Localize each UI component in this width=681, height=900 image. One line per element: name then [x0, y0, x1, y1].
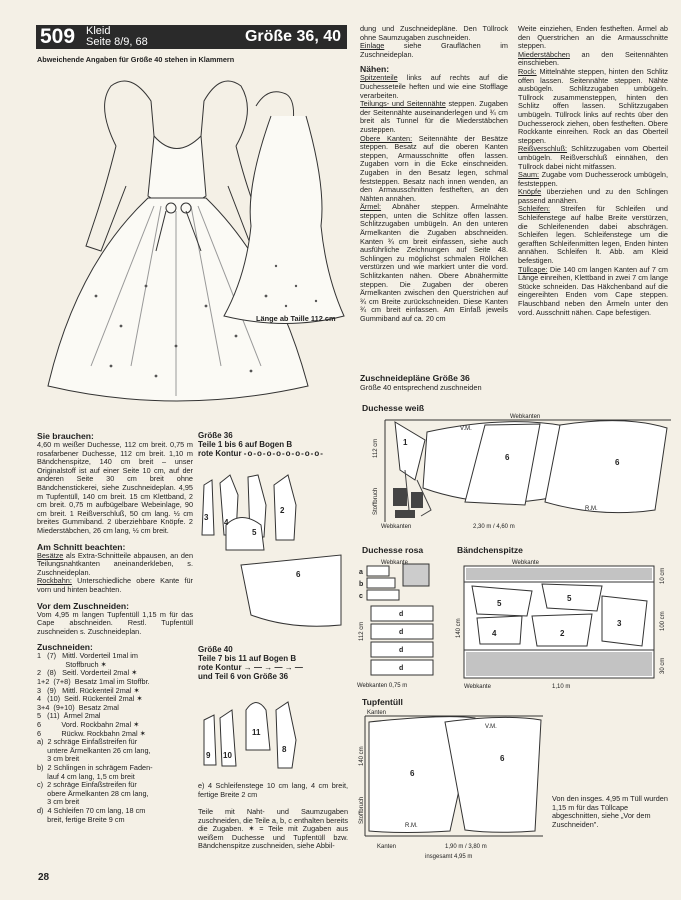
cutting-list-item: b) 2 Schlingen in schrägem Faden-	[37, 764, 153, 772]
cutting-list-item: untere Ärmelkanten 26 cm lang,	[37, 746, 151, 755]
dress-illustration	[36, 66, 348, 436]
sewing-step: Saum: Zugabe vom Duchesserock umbügeln, feststeppen.	[518, 170, 668, 188]
tt-140cm: 140 cm	[359, 746, 365, 766]
plan-duchesse-pink	[355, 556, 445, 691]
bs-10cm: 10 cm	[660, 567, 666, 584]
cutting-list-item: d) 4 Schleifen 70 cm lang, 18 cm	[37, 806, 146, 815]
before-cutting-title: Vor dem Zuschneiden:	[37, 600, 129, 611]
plan-duchesse-pink-title: Duchesse rosa	[362, 545, 424, 555]
sewing-step: Rock: Mittelnähte steppen, hinten den Schlitz offen lassen. Seitennähte steppen. Nähte ausbügeln. Schlitzzugaben umbügeln. Tüllrock zusammensteppen, hinten den Schlitz offen lassen. Schlitzzugaben umbügeln. Tüllrock links auf rechts über den Duchesserock ziehen, oben festheften. Obere Rockkante einreihen. Rock an das Oberteil steppen.	[518, 66, 668, 145]
piece-9: 9	[206, 751, 211, 760]
size36-title: Größe 36 Teile 1 bis 6 auf Bogen B rote Kontur -o-o-o-o-o-o-o-o-	[198, 431, 324, 458]
pattern-header	[36, 25, 347, 49]
dw-stoffbruch: Stoffbruch	[373, 487, 379, 515]
sewing-step: Schleifen: Streifen für Schleifen und Schleifenstege auf halbe Breite verstürzen, die Schleifenenden dabei abschrägen. Schleifen legen. Schleifenstege um die gerafften Schleifenmitten legen, Enden hinten annähen. Schleifen lt. Abb. am Kleid befestigen.	[518, 204, 668, 266]
size36-pattern-pieces	[196, 465, 348, 640]
tt-kanten-top: Kanten	[367, 710, 387, 716]
bs-webkante-top: Webkante	[512, 560, 539, 566]
cutting-list-item: 6 Vord. Rockbahn 2mal ✶	[37, 721, 140, 730]
sewing-steps-1	[360, 74, 508, 323]
dr-piece-c: c	[359, 593, 363, 600]
interfacing-text: Einlage siehe Grauflächen im Zuschneideplan.	[360, 41, 508, 59]
plan-tulle-title: Tupfentüll	[362, 697, 403, 707]
dw-piece-6b: 6	[615, 458, 620, 467]
sewing-step: Spitzenteile links auf rechts auf die Duchesseteile heften und wie eine Stofflage verarbeiten.	[360, 73, 508, 100]
piece-8: 8	[282, 745, 287, 754]
piece-11: 11	[252, 728, 261, 737]
tt-stoffbruch: Stoffbruch	[359, 796, 365, 824]
bs-140cm: 140 cm	[456, 618, 462, 638]
tt-measure: 1,90 m / 3,80 m	[445, 844, 487, 850]
bs-piece-4: 4	[492, 629, 497, 638]
dr-piece-d4: d	[399, 665, 404, 672]
before-cutting-text: Vom 4,95 m langen Tupfentüll 1,15 m für das Cape abschneiden. Restl. Tupfentüll zuschneiden s. Zuschneideplan.	[37, 609, 193, 636]
piece-4: 4	[224, 518, 229, 527]
sewing-step: Ärmel: Abnäher steppen. Ärmelnähte steppen, unten die Schlitze offen lassen. Schlitzzugaben umbügeln. An den unteren Ärmelkanten die Zugaben abschneiden. Kanten ¾ cm breit einfassen, siehe auch ausführliche Zeichnungen auf Seite 48. Schlingen zu möglichst schmalen Röllchen verstürzen und wie markiert unter die vord. Schlitzkanten nähen. Obere Abnähermitte steppen. Die Zugaben der oberen Ärmelkanten zwischen den Querstrichen auf ¾ cm Breite zurückschneiden. Diese Kanten ¾ cm breit einfassen. Am Einfaß jeweils Gummiband auf ca. 20 cm	[360, 202, 508, 323]
cutting-list-item: Stoffbruch ✶	[37, 660, 107, 669]
dw-webkanten-top: Webkanten	[510, 414, 541, 420]
bs-piece-2: 2	[560, 629, 565, 638]
cutting-list-item: 4 (10) Seitl. Rückenteil 2mal ✶	[37, 695, 143, 704]
sewing-step: Knöpfe überziehen und zu den Schlingen passend annähen.	[518, 187, 668, 205]
materials-column	[37, 431, 193, 824]
dw-width: 112 cm	[373, 438, 379, 458]
cutting-list-item: 3+4 (9+10) Besatz 2mal	[37, 703, 119, 712]
sewing-step: Miederstäbchen an den Seitennähten einschieben.	[518, 49, 668, 68]
cutting-list-item: 1 (7) Mittl. Vorderteil 1mal im	[37, 652, 138, 661]
pattern-notes-title: Am Schnitt beachten:	[37, 541, 126, 552]
dr-webkante: Webkante	[381, 560, 408, 566]
dw-rm: R.M.	[585, 506, 598, 512]
tt-kanten-bottom: Kanten	[377, 844, 397, 850]
sewing-column-2	[518, 25, 668, 317]
size40-title: Größe 40 Teile 7 bis 11 auf Bogen B rote Kontur → — → — → — und Teil 6 von Größe 36	[198, 645, 303, 681]
bs-piece-3: 3	[617, 619, 622, 628]
sewing-step: Teilungs- und Seitennähte steppen. Zugaben der Seitennähte auseinanderlegen und ¾ cm breit als Tunnel für die Miederstäbchen zusteppen.	[360, 99, 508, 134]
dr-piece-d3: d	[399, 647, 404, 654]
cutting-plans-title: Zuschneidepläne Größe 36 Größe 40 entsprechend zuschneiden	[360, 373, 482, 392]
cutting-list-item: 3 cm breit	[37, 798, 80, 807]
plan-tulle	[355, 706, 545, 863]
plan-duchesse-white	[355, 410, 671, 532]
cutting-list-item: 2 (8) Seitl. Vorderteil 2mal ✶	[37, 669, 138, 678]
sewing-title: Nähen:	[360, 64, 390, 75]
cutting-list	[37, 652, 193, 824]
dw-webkanten-bottom: Webkanten	[381, 524, 412, 530]
cutting-list-item: 3 (9) Mittl. Rückenteil 2mal ✶	[37, 686, 140, 695]
bs-piece-5b: 5	[567, 594, 572, 603]
sewing-step: Weite einziehen, Enden festheften. Ärmel ab den Querstrichen an die Armausschnitte steppen.	[518, 24, 668, 51]
tt-piece-6b: 6	[500, 754, 505, 763]
dw-vm: V.M.	[460, 426, 472, 432]
dr-piece-a: a	[359, 569, 363, 576]
sewing-step: Reißverschluß: Schlitzzugaben vom Oberteil umbügeln. Reißverschluß einnähen, den Tüllrock dabei nicht mitfassen.	[518, 144, 668, 171]
dr-measure: Webkanten 0,75 m	[357, 683, 408, 689]
length-note: Länge ab Taille 112 cm	[256, 314, 336, 323]
cutting-list-item: 6 Rückw. Rockbahn 2mal ✶	[37, 729, 146, 738]
pattern-item: Kleid Seite 8/9, 68	[86, 25, 148, 48]
materials-title: Sie brauchen:	[37, 431, 94, 441]
sewing-steps-2	[518, 25, 668, 317]
cutting-list-item: lauf 4 cm lang, 1,5 cm breit	[37, 772, 135, 781]
plan-lace	[452, 556, 670, 691]
tulle-note: Von den insges. 4,95 m Tüll wurden 1,15 m für das Tüllcape abgeschnitten, siehe „Vor dem Zuschneiden".	[552, 794, 668, 829]
sewing-column-1	[360, 25, 508, 324]
sewing-step: Tüllcape: Die 140 cm langen Kanten auf 7 cm Länge einreihen, Klettband in zwei 7 cm lange Stücke schneiden. Das Häkchenband auf die eingereihten Enden vom Cape steppen. Flauschband neben den Ärmeln unter den vord. Ausschnitt nähen. Cape befestigen.	[518, 264, 668, 317]
piece-2: 2	[280, 506, 285, 515]
dr-width: 112 cm	[359, 621, 365, 641]
dw-piece-1: 1	[403, 438, 408, 447]
cutting-list-item: 1+2 (7+8) Besatz 1mal im Stoffbr.	[37, 678, 150, 687]
piece-6: 6	[296, 570, 301, 579]
tt-piece-6: 6	[410, 769, 415, 778]
cutting-title: Zuschneiden:	[37, 642, 93, 653]
pattern-notes-text: Besätze als Extra-Schnitteile abpausen, an den Teilungsnahtkanten aneinanderkleben, s. Zuschneideplan. Rockbahn: Unterschiedliche obere Kante für vorn und hinten beachten.	[37, 550, 193, 594]
cutting-list-item: c) 2 schräge Einfaßstreifen für	[37, 781, 137, 790]
cutting-list-item: obere Ärmelkanten 28 cm lang,	[37, 789, 149, 798]
plan-lace-title: Bändchenspitze	[457, 545, 523, 555]
size-note: Abweichende Angaben für Größe 40 stehen in Klammern	[37, 55, 235, 64]
bs-100cm: 100 cm	[660, 611, 666, 631]
cutting-list-item: 5 (11) Ärmel 2mal	[37, 712, 101, 721]
intro-text: dung und Zuschneidepläne. Den Tüllrock ohne Saumzugaben zuschneiden.	[360, 24, 508, 42]
tt-rm: R.M.	[405, 823, 418, 829]
dw-measure: 2,30 m / 4,60 m	[473, 524, 515, 530]
pattern-number: 509	[40, 25, 76, 48]
bs-webkante-bottom: Webkante	[464, 684, 491, 690]
plan-duchesse-white-title: Duchesse weiß	[362, 403, 425, 413]
piece-3: 3	[204, 513, 209, 522]
piece-10: 10	[223, 751, 232, 760]
piece-5: 5	[252, 528, 257, 537]
cutting-list-item: 3 cm breit	[37, 755, 80, 764]
tt-total: insgesamt 4,95 m	[425, 854, 473, 860]
ribbon-strip-text: e) 4 Schleifenstege 10 cm lang, 4 cm breit, fertige Breite 2 cm	[198, 781, 348, 799]
tt-vm: V.M.	[485, 724, 497, 730]
bs-30cm: 30 cm	[660, 657, 666, 674]
page-number: 28	[38, 872, 50, 883]
size40-pattern-pieces	[196, 690, 348, 785]
materials-text: 4,60 m weißer Duchesse, 112 cm breit. 0,75 m rosafarbener Duchesse, 112 cm breit. 1,10 m Bändchenspitze, 140 cm breit – unser Originalstoff ist auf einer Seite 10 cm, auf der anderen Seite 30 cm breit ohne Bändchenstickerei, siehe Zuschneideplan. 4,95 m Tupfentüll, 140 cm breit. 15 cm Klettband, 2 cm breit. 0,75 m aufbügelbare Webeinlage, 90 cm breit. 1 Reißverschluß, 50 cm lang. ½ cm breites Gummiband. 2 überziehbare Knöpfe. 2 Miederstäbchen, 26 cm lang, ½ cm breit.	[37, 440, 193, 535]
dw-piece-6: 6	[505, 453, 510, 462]
dr-piece-d2: d	[399, 629, 404, 636]
cutting-list-item: a) 2 schräge Einfaßstreifen für	[37, 738, 138, 747]
allowance-text: Teile mit Naht- und Saumzugaben zuschneiden, die Teile a, b, c enthalten bereits die Zugaben. ✶ = Teile mit Zugaben aus weißem Duchesse und Tupfentüll bzw. Bändchenspitze zuschneiden, siehe Abbil-	[198, 807, 348, 851]
dr-piece-b: b	[359, 581, 364, 588]
pattern-sizes: Größe 36, 40	[244, 28, 341, 45]
dr-piece-d1: d	[399, 611, 404, 618]
cutting-list-item: breit, fertige Breite 9 cm	[37, 815, 125, 824]
bs-measure: 1,10 m	[552, 684, 571, 690]
sewing-step: Obere Kanten: Seitennähte der Besätze steppen. Besatz auf die oberen Kanten steppen, Armausschnitte offen lassen. Zugaben vorn in die Ecke einschneiden. Zugaben in den Besatz legen, schmal feststeppen. Besatz nach innen wenden, an den Armausschnitten festheften, an den Nähten annähen.	[360, 133, 508, 203]
bs-piece-5: 5	[497, 599, 502, 608]
